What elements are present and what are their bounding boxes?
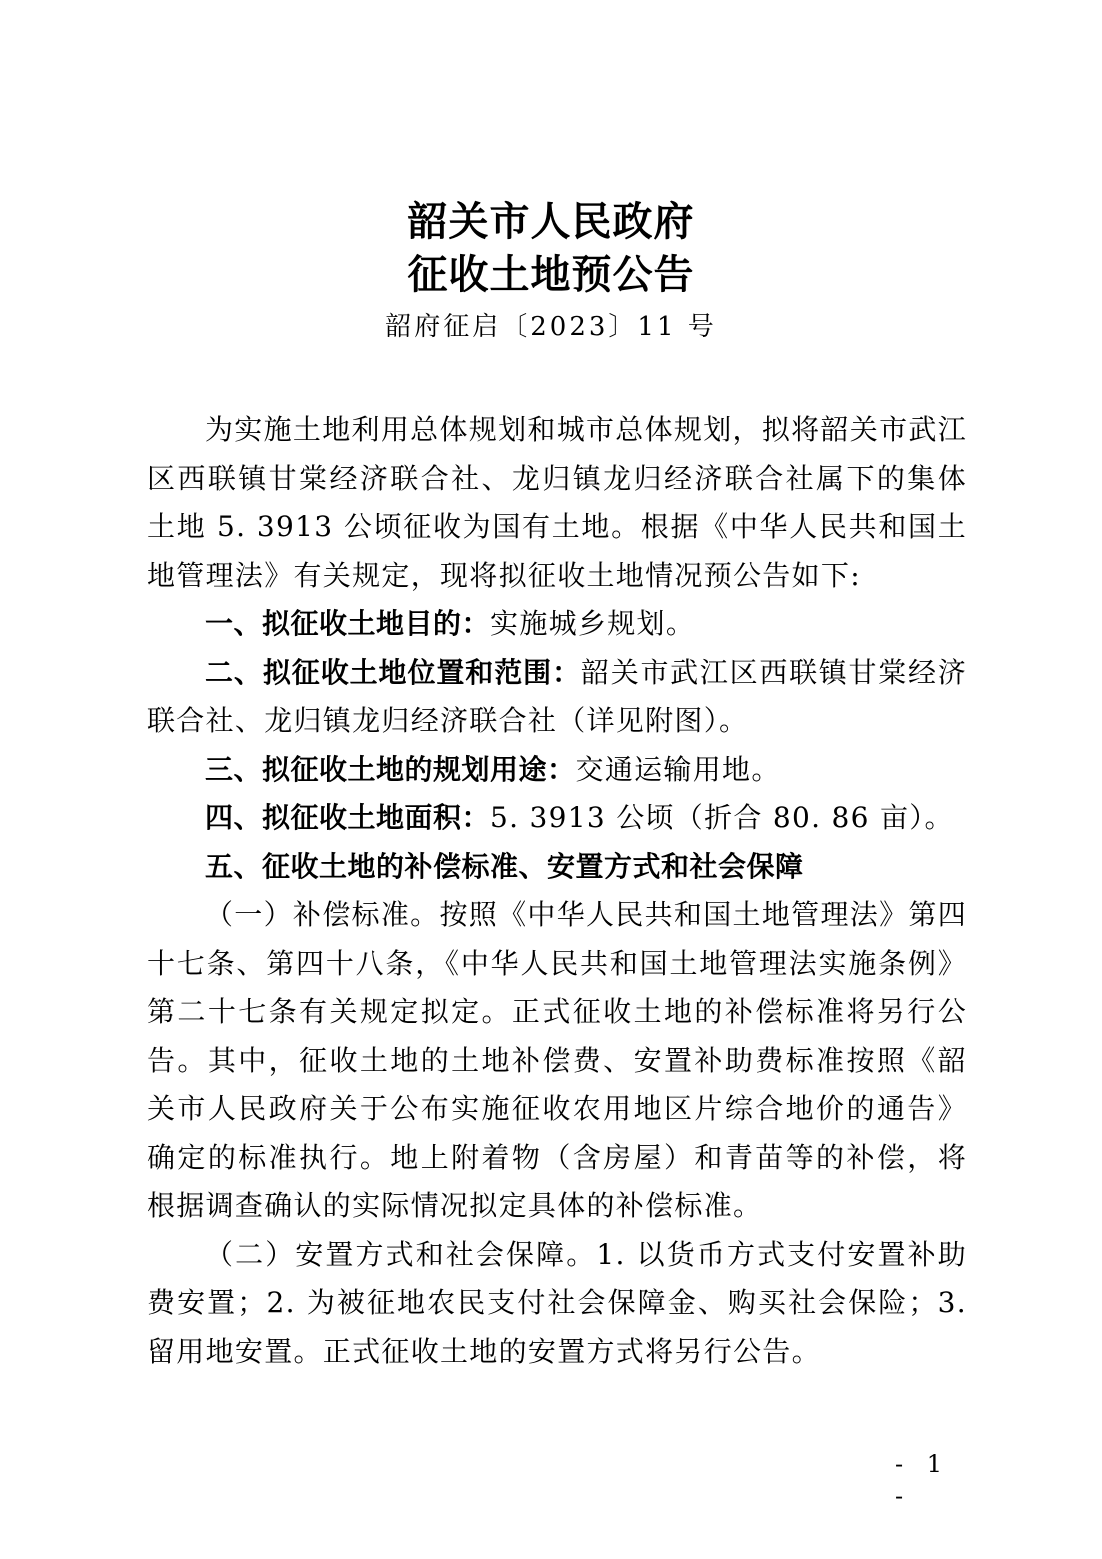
- item-heading: 二、拟征收土地位置和范围：: [205, 655, 582, 689]
- item-heading: 三、拟征收土地的规划用途：: [205, 752, 576, 786]
- item-heading: 四、拟征收土地面积：: [205, 801, 491, 834]
- document-body: [147, 406, 967, 1376]
- item-text: 交通运输用地。: [575, 752, 781, 786]
- item-usage: [147, 746, 967, 795]
- document-title-line-2: 征收土地预公告: [407, 252, 695, 298]
- resettlement-paragraph: （二）安置方式和社会保障。1. 以货币方式支付安置补助费安置；2. 为被征地农民支付社会保障金、购买社会保险；3. 留用地安置。正式征收土地的安置方式将另行公告。: [147, 1237, 967, 1368]
- item-purpose: [147, 600, 967, 649]
- item-location: [147, 649, 967, 746]
- document-title-line-1: 韶关市人民政府: [407, 199, 695, 245]
- document-number: 韶府征启〔2023〕11 号: [385, 312, 717, 342]
- compensation-paragraph: （一）补偿标准。按照《中华人民共和国土地管理法》第四十七条、第四十八条，《中华人民共和国土地管理法实施条例》第二十七条有关规定拟定。正式征收土地的补偿标准将另行公告。其中，征收土地的土地补偿费、安置补助费标准按照《韶关市人民政府关于公布实施征收农用地区片综合地价的通告》确定的标准执行。地上附着物（含房屋）和青苗等的补偿，将根据调查确认的实际情况拟定具体的补偿标准。: [147, 898, 967, 1222]
- item-heading: 一、拟征收土地目的：: [205, 607, 491, 640]
- item-heading: 五、征收土地的补偿标准、安置方式和社会保障: [205, 849, 804, 883]
- item-compensation-heading: [147, 843, 967, 892]
- item-text: 5. 3913 公顷（折合 80. 86 亩）。: [490, 801, 954, 834]
- intro-paragraph: 为实施土地利用总体规划和城市总体规划，拟将韶关市武江区西联镇甘棠经济联合社、龙归镇龙归经济联合社属下的集体土地 5. 3913 公顷征收为国有土地。根据《中华人民共和国土地管理法》有关规定，现将拟征收土地情况预公告如下:: [147, 413, 967, 592]
- page-number: - 1 -: [895, 1450, 951, 1510]
- item-text: 韶关市武江区西联镇甘棠经济联合社、龙归镇龙归经济联合社（详见附图）。: [147, 655, 967, 737]
- item-area: [147, 794, 967, 843]
- item-text: 实施城乡规划。: [490, 607, 696, 640]
